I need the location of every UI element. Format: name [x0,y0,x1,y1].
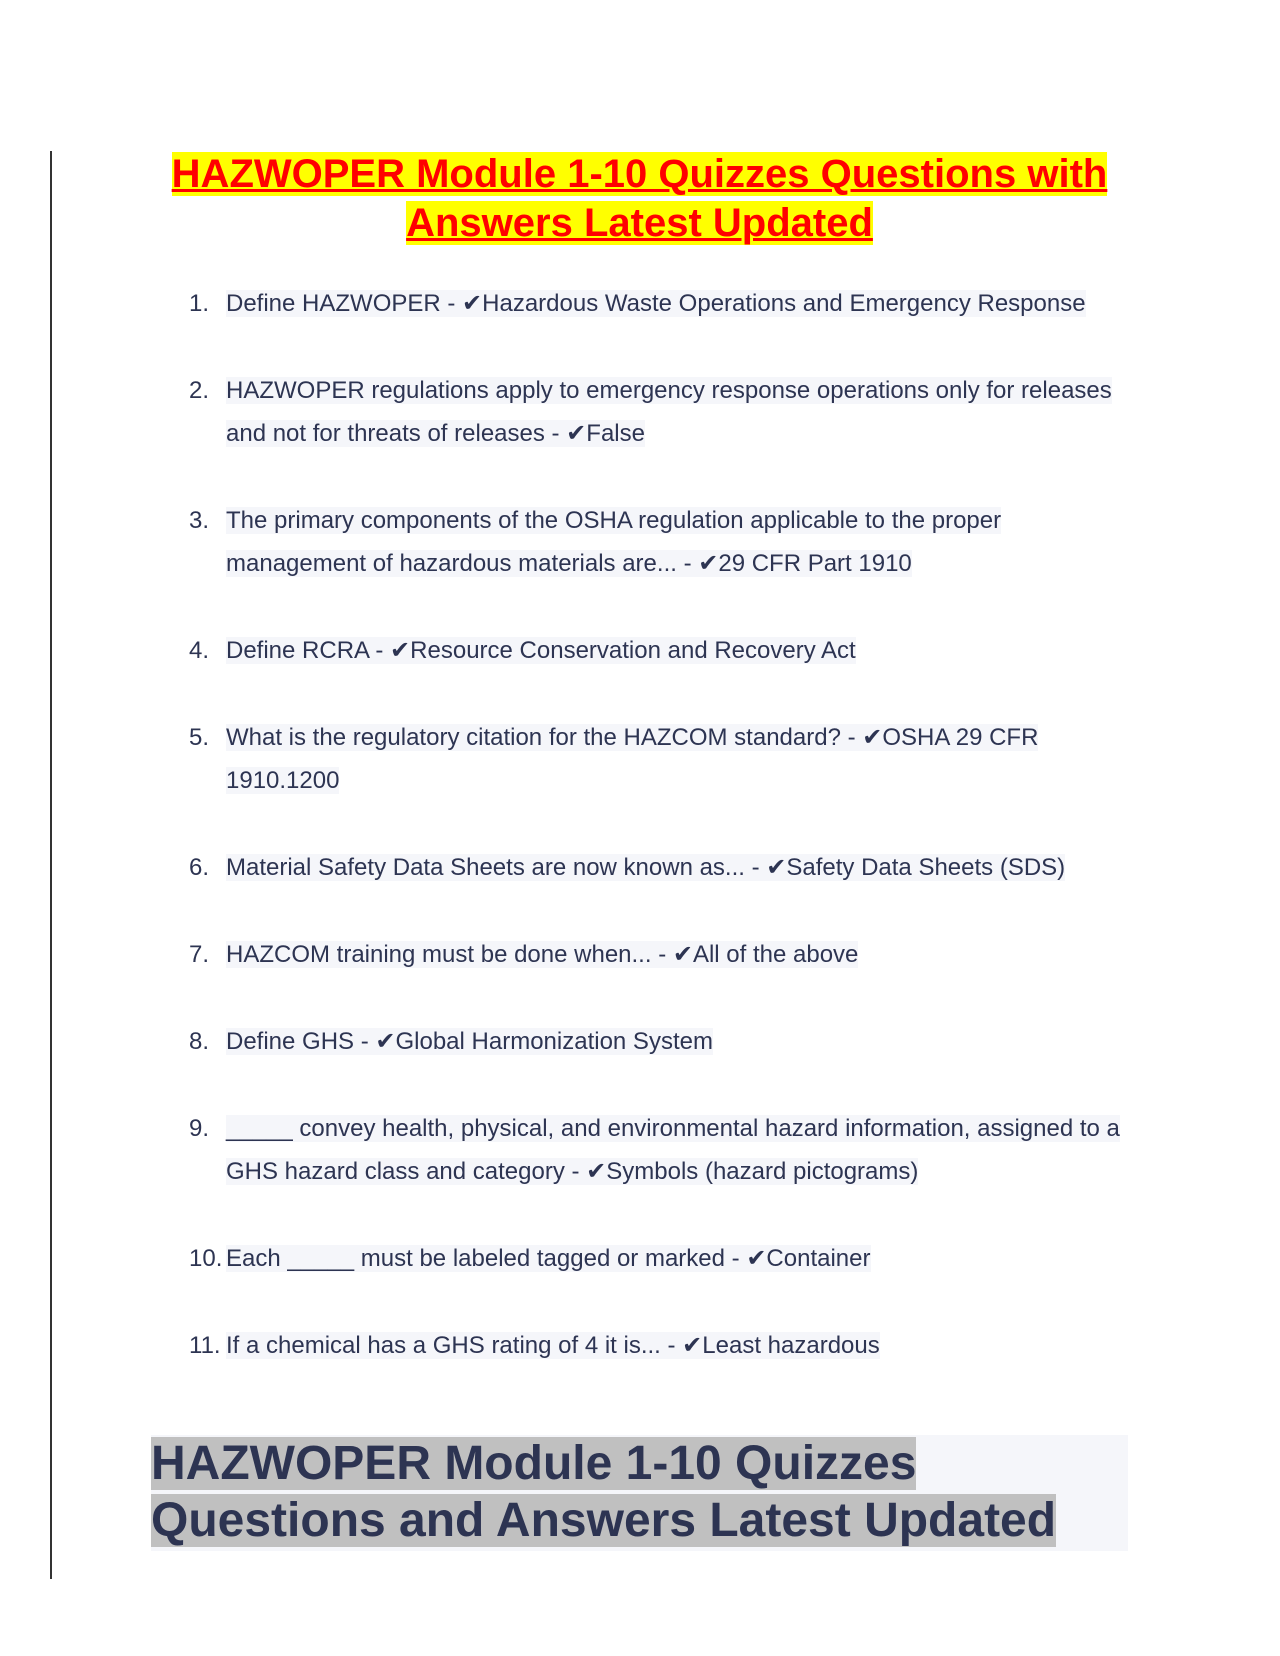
item-text: HAZCOM training must be done when... - ✔All of the above [226,941,859,968]
item-number: 7. [189,941,210,968]
item-number: 11. [189,1332,221,1359]
item-text: Each _____ must be labeled tagged or marked - ✔Container [226,1245,871,1272]
list-item [0,282,1126,325]
document-title [151,150,1128,248]
list-item [0,1107,1126,1193]
item-number: 2. [189,377,210,404]
item-number: 4. [189,637,210,664]
title-text: HAZWOPER Module 1-10 Quizzes Questions with Answers Latest Updated [171,152,1108,245]
list-item [0,1324,1126,1367]
item-number: 9. [189,1115,210,1142]
item-number: 1. [189,290,210,317]
item-number: 3. [189,507,210,534]
item-number: 6. [189,854,210,881]
item-text: What is the regulatory citation for the HAZCOM standard? - ✔OSHA 29 CFR 1910.1200 [226,724,1039,794]
list-item [0,499,1126,585]
item-text: HAZWOPER regulations apply to emergency response operations only for releases and not for threats of releases - ✔False [226,377,1112,447]
list-item [0,933,1126,976]
item-text: Define RCRA - ✔Resource Conservation and Recovery Act [226,637,856,664]
item-text: Material Safety Data Sheets are now known as... - ✔Safety Data Sheets (SDS) [226,854,1066,881]
list-item [0,846,1126,889]
section-heading [151,1435,1128,1549]
item-text: If a chemical has a GHS rating of 4 it is... - ✔Least hazardous [226,1332,880,1359]
item-number: 10. [189,1245,223,1272]
question-list [0,282,1280,1411]
item-text: The primary components of the OSHA regulation applicable to the proper management of hazardous materials are... - ✔29 CFR Part 1910 [226,507,1002,577]
item-number: 5. [189,724,210,751]
list-item [0,629,1126,672]
item-text: Define HAZWOPER - ✔Hazardous Waste Operations and Emergency Response [226,290,1086,317]
section-heading-text: HAZWOPER Module 1-10 Quizzes Questions and Answers Latest Updated [151,1437,1057,1547]
list-item [0,369,1126,455]
list-item [0,716,1126,802]
item-number: 8. [189,1028,210,1055]
item-text: _____ convey health, physical, and environmental hazard information, assigned to a GHS hazard class and category - ✔Symbols (hazard pictograms) [226,1115,1120,1185]
list-item [0,1237,1126,1280]
list-item [0,1020,1126,1063]
item-text: Define GHS - ✔Global Harmonization System [226,1028,713,1055]
section-heading-block [151,1435,1128,1551]
